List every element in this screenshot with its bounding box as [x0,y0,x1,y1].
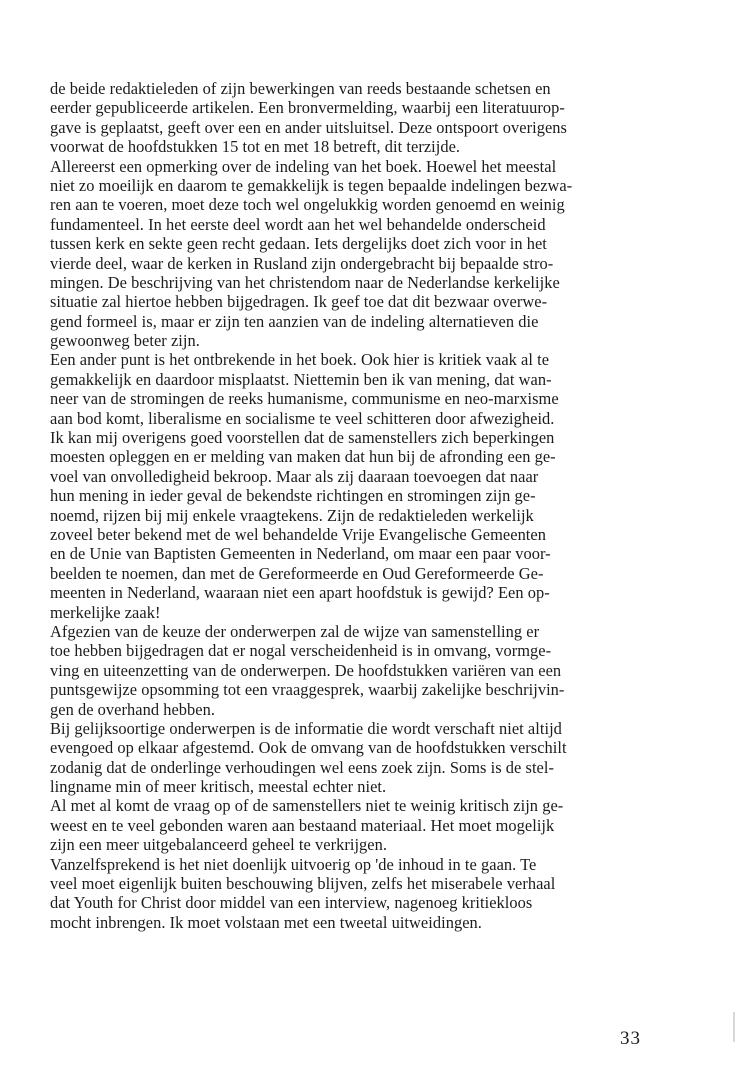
text-line: gemakkelijk en daardoor misplaatst. Niettemin ben ik van mening, dat wan- [50,369,552,389]
text-line: noemd, rijzen bij mij enkele vraagtekens. Zijn de redaktieleden werkelijk [50,505,534,525]
text-line: de beide redaktieleden of zijn bewerkingen van reeds bestaande schetsen en [50,79,551,98]
text-line: voel van onvolledigheid bekroop. Maar als zij daaraan toevoegen dat naar [50,466,539,486]
text-line: ving en uiteenzetting van de onderwerpen. De hoofdstukken variëren van een [50,660,562,680]
text-line: zodanig dat de onderlinge verhoudingen wel eens zoek zijn. Soms is de stel- [50,757,554,777]
text-line: ren aan te voeren, moet deze toch wel ongelukkig worden genoemd en weinig [50,195,565,215]
text-line: meenten in Nederland, waaraan niet een apart hoofdstuk is gewijd? Een op- [50,583,550,603]
text-line: evengoed op elkaar afgestemd. Ook de omvang van de hoofdstukken verschilt [50,738,567,758]
text-line: vierde deel, waar de kerken in Rusland zijn ondergebracht bij bepaalde stro- [50,253,554,273]
text-line: lingname min of meer kritisch, meestal echter niet. [50,777,387,797]
text-line: situatie zal hiertoe hebben bijgedragen. Ik geef toe dat dit bezwaar overwe- [50,292,548,312]
text-line: Vanzelfsprekend is het niet doenlijk uitvoerig op 'de inhoud in te gaan. Te [50,854,537,874]
text-line: en de Unie van Baptisten Gemeenten in Nederland, om maar een paar voor- [50,544,551,564]
text-line: moesten opleggen en er melding van maken dat hun bij de afronding een ge- [50,447,556,467]
text-line: mingen. De beschrijving van het christendom naar de Nederlandse kerkelijke [50,272,560,292]
text-line: aan bod komt, liberalisme en socialisme te veel schitteren door afwezigheid. [50,408,555,428]
text-line: Een ander punt is het ontbrekende in het boek. Ook hier is kritiek vaak al te [50,350,550,370]
text-line: mocht inbrengen. Ik moet volstaan met een tweetal uitweidingen. [50,912,482,932]
text-line: hun mening in ieder geval de bekendste richtingen en stromingen zijn ge- [50,486,536,506]
text-line: gave is geplaatst, geeft over een en ander uitsluitsel. Deze ontspoort overigens [50,117,567,137]
text-line: voorwat de hoofdstukken 15 tot en met 18 betreft, dit terzijde. [50,137,461,157]
text-line: weest en te veel gebonden waren aan bestaand materiaal. Het moet mogelijk [50,815,555,835]
text-line: Al met al komt de vraag op of de samenstellers niet te weinig kritisch zijn ge- [50,796,564,816]
text-line: niet zo moeilijk en daarom te gemakkelijk is tegen bepaalde indelingen bezwa- [50,175,573,195]
text-line: gen de overhand hebben. [50,699,215,719]
text-line: zijn een meer uitgebalanceerd geheel te verkrijgen. [50,835,388,855]
text-line: toe hebben bijgedragen dat er nogal verscheidenheid is in omvang, vormge- [50,641,552,661]
text-line: neer van de stromingen de reeks humanisme, communisme en neo-marxisme [50,389,559,409]
text-line: tussen kerk en sekte geen recht gedaan. Iets dergelijks doet zich voor in het [50,234,547,254]
text-line: fundamenteel. In het eerste deel wordt aan het wel behandelde onderscheid [50,214,546,234]
text-line: gewoonweg beter zijn. [50,331,200,351]
text-line: zoveel beter bekend met de wel behandelde Vrije Evangelische Gemeenten [50,524,546,544]
text-line: dat Youth for Christ door middel van een interview, nagenoeg kritiekloos [50,893,533,913]
text-line: merkelijke zaak! [50,602,161,622]
scan-edge-mark [733,1012,735,1042]
text-line: eerder gepubliceerde artikelen. Een bronvermelding, waarbij een literatuurop- [50,98,565,118]
page-number: 33 [620,1028,641,1049]
text-line: beelden te noemen, dan met de Gereformeerde en Oud Gereformeerde Ge- [50,563,544,583]
text-line: Afgezien van de keuze der onderwerpen zal de wijze van samenstelling er [50,621,540,641]
text-line: Bij gelijksoortige onderwerpen is de informatie die wordt verschaft niet altijd [50,718,562,738]
text-line: Allereerst een opmerking over de indeling van het boek. Hoewel het meestal [50,156,557,176]
text-line: veel moet eigenlijk buiten beschouwing blijven, zelfs het miserabele verhaal [50,874,556,894]
text-line: puntsgewijze opsomming tot een vraaggesprek, waarbij zakelijke beschrijvin- [50,680,565,700]
text-line: gend formeel is, maar er zijn ten aanzien van de indeling alternatieven die [50,311,539,331]
body-text [50,79,660,932]
text-line: Ik kan mij overigens goed voorstellen dat de samenstellers zich beperkingen [50,428,555,448]
